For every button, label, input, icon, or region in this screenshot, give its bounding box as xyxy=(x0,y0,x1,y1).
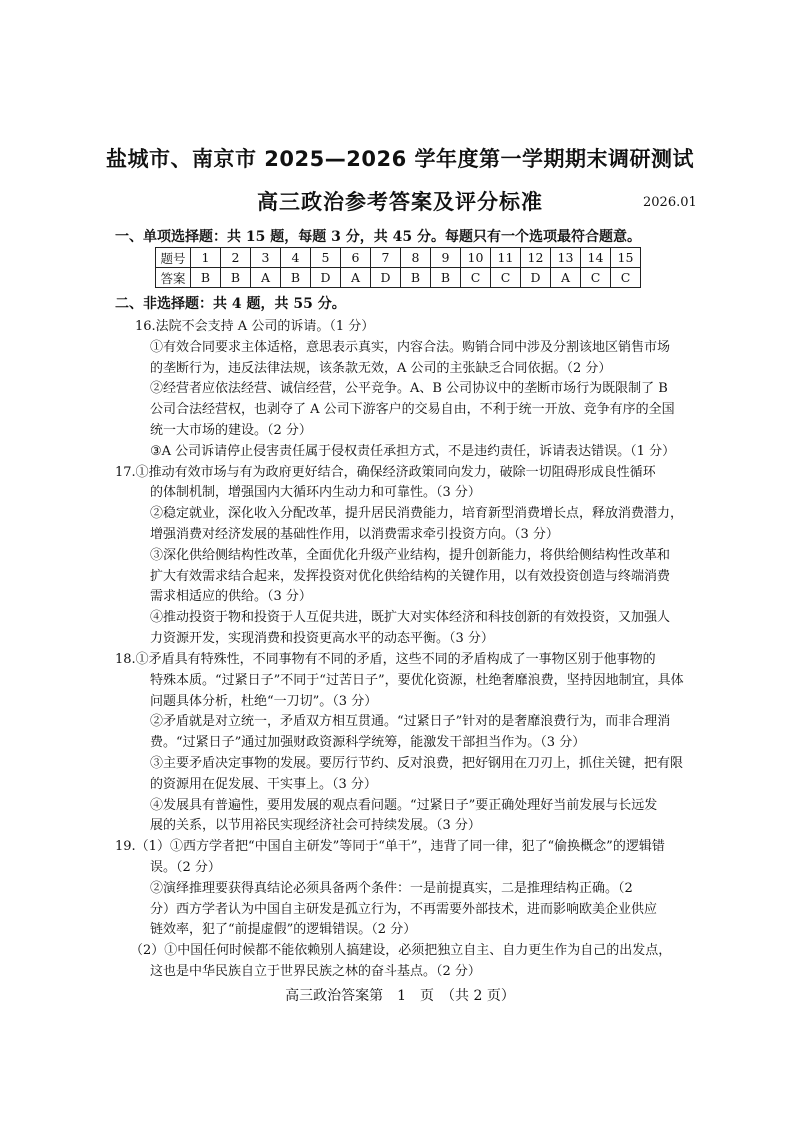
question-number-cell: 5 xyxy=(311,248,341,268)
answer-cell: A xyxy=(251,268,281,288)
question-number-cell: 10 xyxy=(461,248,491,268)
question-number-cell: 11 xyxy=(491,248,521,268)
answer-line: ③主要矛盾决定事物的发展。要厉行节约、反对浪费，把好钢用在刀刃上，抓住关键，把有限 xyxy=(150,756,684,771)
question-number-cell: 9 xyxy=(431,248,461,268)
answer-line: 扩大有效需求结合起来，发挥投资对优化供给结构的关键作用，以有效投资创造与终端消费 xyxy=(150,569,671,584)
answer-line: ③深化供给侧结构性改革，全面优化升级产业结构，提升创新能力，将供给侧结构性改革和 xyxy=(150,548,671,563)
answer-line: 的体制机制，增强国内大循环内生动力和可靠性。（3 分） xyxy=(150,485,481,500)
section1-heading: 一、单项选择题：共 15 题，每题 3 分，共 45 分。每题只有一个选项最符合题意。 xyxy=(115,229,641,245)
row-label-answer: 答案 xyxy=(156,268,191,288)
document-title: 盐城市、南京市 2025—2026 学年度第一学期期末调研测试 xyxy=(105,147,694,171)
answer-line: ③A 公司诉请停止侵害责任属于侵权责任承担方式，不是违约责任，诉请表达错误。（1 分） xyxy=(150,444,676,459)
question-number-cell: 6 xyxy=(341,248,371,268)
answer-line: ②矛盾就是对立统一，矛盾双方相互贯通。“过紧日子”针对的是奢靡浪费行为，而非合理消 xyxy=(150,714,671,729)
answer-line: 19.（1）①西方学者把“中国自主研发”等同于“单干”，违背了同一律，犯了“偷换概念”的逻辑错 xyxy=(115,839,665,854)
answer-cell: C xyxy=(611,268,641,288)
answer-cell: A xyxy=(341,268,371,288)
answer-cell: C xyxy=(461,268,491,288)
question-number-cell: 13 xyxy=(551,248,581,268)
answer-line: 问题具体分析，杜绝“一刀切”。（3 分） xyxy=(150,694,378,709)
answer-cell: D xyxy=(521,268,551,288)
answer-table-answer-row xyxy=(156,268,641,288)
answer-line: 这也是中华民族自立于世界民族之林的奋斗基点。（2 分） xyxy=(150,964,481,979)
answer-line: 链效率，犯了“前提虚假”的逻辑错误。（2 分） xyxy=(150,922,417,937)
answer-line: 17.①推动有效市场与有为政府更好结合，确保经济政策同向发力，破除一切阻碍形成良性循环 xyxy=(115,465,656,480)
answer-cell: D xyxy=(371,268,401,288)
document-subtitle: 高三政治参考答案及评分标准 xyxy=(257,190,543,214)
answer-cell: C xyxy=(581,268,611,288)
question-number-cell: 4 xyxy=(281,248,311,268)
answer-line: 需求相适应的供给。（3 分） xyxy=(150,589,312,604)
question-number-cell: 12 xyxy=(521,248,551,268)
question-number-cell: 2 xyxy=(221,248,251,268)
question-number-cell: 3 xyxy=(251,248,281,268)
answer-line: ①有效合同要求主体适格，意思表示真实，内容合法。购销合同中涉及分割该地区销售市场 xyxy=(150,340,671,355)
answer-line: 误。（2 分） xyxy=(150,860,221,875)
answer-line: ④发展具有普遍性，要用发展的观点看问题。“过紧日子”要正确处理好当前发展与长远发 xyxy=(150,798,658,813)
question-number-cell: 14 xyxy=(581,248,611,268)
answer-line: 力资源开发，实现消费和投资更高水平的动态平衡。（3 分） xyxy=(150,631,494,646)
page-footer: 高三政治答案第 1 页 （共 2 页） xyxy=(285,988,515,1004)
answer-line: ④推动投资于物和投资于人互促共进，既扩大对实体经济和科技创新的有效投资，又加强人 xyxy=(150,610,671,625)
question-number-cell: 7 xyxy=(371,248,401,268)
question-number-cell: 8 xyxy=(401,248,431,268)
question-number-cell: 15 xyxy=(611,248,641,268)
answer-line: 公司合法经营权，也剥夺了 A 公司下游客户的交易自由，不利于统一开放、竞争有序的全国 xyxy=(150,402,675,417)
row-label-number: 题号 xyxy=(156,248,191,268)
answer-line: 分）西方学者认为中国自主研发是孤立行为，不再需要外部技术，进而影响欧美企业供应 xyxy=(150,902,658,917)
answer-line: 特殊本质。“过紧日子”不同于“过苦日子”，要优化资源，杜绝奢靡浪费，坚持因地制宜，具体 xyxy=(150,673,684,688)
answer-line: 增强消费对经济发展的基础性作用，以消费需求牵引投资方向。（3 分） xyxy=(150,527,559,542)
answer-line: 的资源用在促发展、干实事上。（3 分） xyxy=(150,777,377,792)
answer-cell: A xyxy=(551,268,581,288)
answer-line: ②稳定就业，深化收入分配改革，提升居民消费能力，培育新型消费增长点，释放消费潜力， xyxy=(150,506,684,521)
document-date: 2026.01 xyxy=(643,195,697,210)
answer-cell: B xyxy=(191,268,221,288)
answer-line: 展的关系，以节用裕民实现经济社会可持续发展。（3 分） xyxy=(150,818,481,833)
answer-line: 统一大市场的建设。（2 分） xyxy=(150,423,312,438)
answer-line: 费。“过紧日子”通过加强财政资源科学统筹，能激发干部担当作为。（3 分） xyxy=(150,735,586,750)
answer-line: ②经营者应依法经营、诚信经营，公平竞争。A、B 公司协议中的垄断市场行为既限制了 B xyxy=(150,381,668,396)
answer-line: （2）①中国任何时候都不能依赖别人搞建设，必须把独立自主、自力更生作为自己的出发点， xyxy=(130,943,672,958)
answer-cell: D xyxy=(311,268,341,288)
answer-line: 的垄断行为，违反法律法规，该条款无效，A 公司的主张缺乏合同依据。（2 分） xyxy=(150,361,612,376)
answer-cell: B xyxy=(281,268,311,288)
section2-heading: 二、非选择题：共 4 题，共 55 分。 xyxy=(115,296,346,312)
answer-line: ②演绎推理要获得真结论必须具备两个条件：一是前提真实，二是推理结构正确。（2 xyxy=(150,881,633,896)
answer-table-number-row xyxy=(156,248,641,268)
answer-cell: B xyxy=(221,268,251,288)
answer-table xyxy=(155,247,641,288)
question-number-cell: 1 xyxy=(191,248,221,268)
answer-line: 18.①矛盾具有特殊性，不同事物有不同的矛盾，这些不同的矛盾构成了一事物区别于他事物的 xyxy=(115,652,656,667)
answer-line: 16.法院不会支持 A 公司的诉请。（1 分） xyxy=(135,319,375,334)
answer-cell: B xyxy=(431,268,461,288)
answer-cell: B xyxy=(401,268,431,288)
answer-cell: C xyxy=(491,268,521,288)
